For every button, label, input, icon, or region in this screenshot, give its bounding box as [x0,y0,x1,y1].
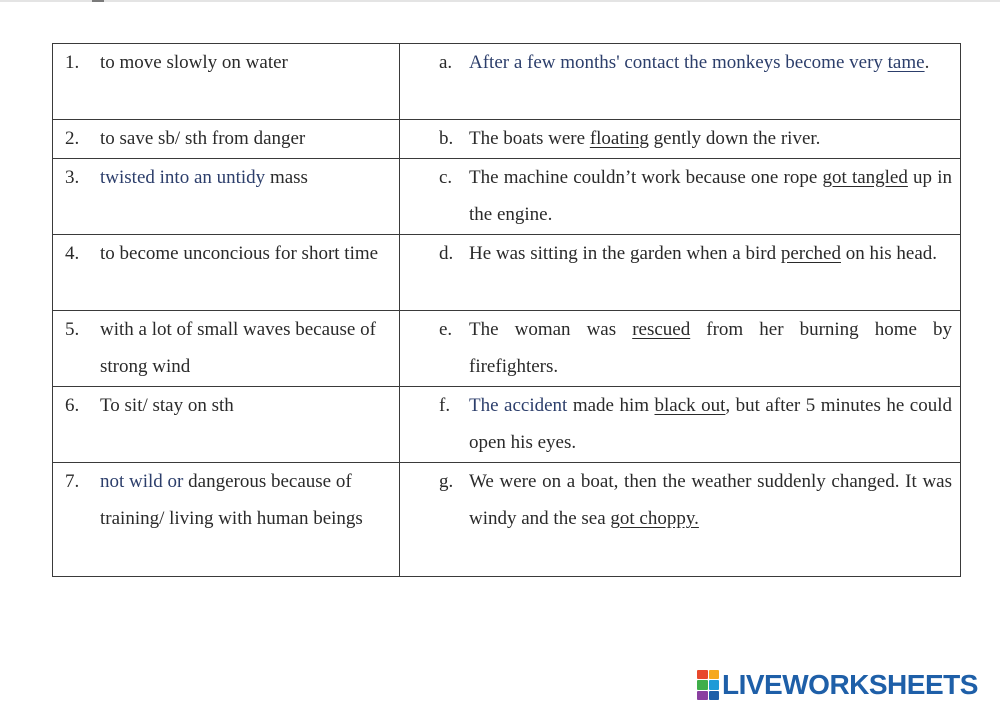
example-sentence [469,463,960,538]
text-segment: twisted into an untidy [100,166,266,188]
text-segment: on his head. [840,242,938,264]
definition-number: 1. [65,52,80,73]
text-segment: black out [654,394,726,416]
table-row [53,44,961,120]
example-cell [400,462,961,576]
text-segment: not wild or [100,470,184,492]
logo-block [709,680,720,689]
text-segment: from her burning home by firefighters. [469,318,952,377]
definition-number: 5. [65,318,80,340]
example-sentence [469,235,960,273]
example-letter: f. [439,394,451,416]
definition-number: 4. [65,242,80,264]
example-letter: b. [439,128,454,149]
text-segment: rescued [632,318,691,340]
example-letter: g. [439,470,454,492]
logo-blocks-icon [697,670,719,700]
definition-text [100,120,399,158]
example-cell [400,234,961,310]
text-segment: gently down the river. [648,128,821,149]
text-segment: We were on a boat, then the weather suddenly changed. It was windy and the sea [469,470,952,529]
table-row [53,462,961,576]
text-segment: The accident [469,394,568,416]
definition-cell [53,462,400,576]
text-segment: . [924,52,930,73]
definition-number: 7. [65,470,80,492]
logo-block [697,680,708,689]
text-segment: up in the engine. [469,166,953,225]
top-rule [0,0,1000,2]
definition-cell [53,120,400,159]
table-row [53,234,961,310]
logo-block [709,670,720,679]
definition-text [100,387,399,425]
definition-text [100,44,399,82]
text-segment: The machine couldn’t work because one rope [469,166,823,188]
text-segment: mass [265,166,308,188]
top-mark [92,0,104,2]
definition-cell [53,310,400,386]
example-sentence [469,387,960,462]
example-sentence [469,159,960,234]
table-row [53,386,961,462]
text-segment: got tangled [822,166,908,188]
example-letter: a. [439,52,453,73]
logo-block [709,691,720,700]
text-segment: to save sb/ sth from danger [100,128,306,149]
text-segment: dangerous because of training/ living with human beings [100,470,363,529]
definition-text [100,463,399,538]
definition-number: 3. [65,166,80,188]
text-segment: He was sitting in the garden when a bird [469,242,781,264]
definition-text [100,159,399,197]
text-segment: The woman was [469,318,633,340]
text-segment: made him [567,394,655,416]
matching-table [52,43,961,577]
table-row [53,158,961,234]
example-sentence [469,311,960,386]
example-letter: e. [439,318,453,340]
logo-block [697,670,708,679]
example-cell [400,158,961,234]
text-segment: got choppy. [610,508,699,529]
text-segment: The boats were [469,128,590,149]
definition-cell [53,386,400,462]
definition-cell [53,158,400,234]
text-segment: To sit/ stay on sth [100,394,234,416]
example-sentence [469,44,960,82]
definition-number: 2. [65,128,80,149]
example-cell [400,44,961,120]
definition-cell [53,44,400,120]
example-letter: d. [439,242,454,264]
text-segment: to become unconcious for short time [100,242,379,264]
definition-text [100,235,399,273]
definition-cell [53,234,400,310]
text-segment: to move slowly on water [100,52,288,73]
example-letter: c. [439,166,453,188]
text-segment: tame [887,52,925,73]
text-segment: , but after 5 minutes he could open his eyes. [469,394,952,453]
example-cell [400,120,961,159]
text-segment: with a lot of small waves because of strong wind [100,318,376,377]
example-cell [400,386,961,462]
table-row [53,120,961,159]
text-segment: After a few months' contact the monkeys become very [469,52,888,73]
definition-text [100,311,399,386]
example-cell [400,310,961,386]
definition-number: 6. [65,394,80,416]
logo-block [697,691,708,700]
text-segment: floating [589,128,649,149]
text-segment: perched [780,242,841,264]
example-sentence [469,120,960,158]
table-row [53,310,961,386]
logo-text: LIVEWORKSHEETS [722,669,978,700]
liveworksheets-logo[interactable] [697,670,978,700]
